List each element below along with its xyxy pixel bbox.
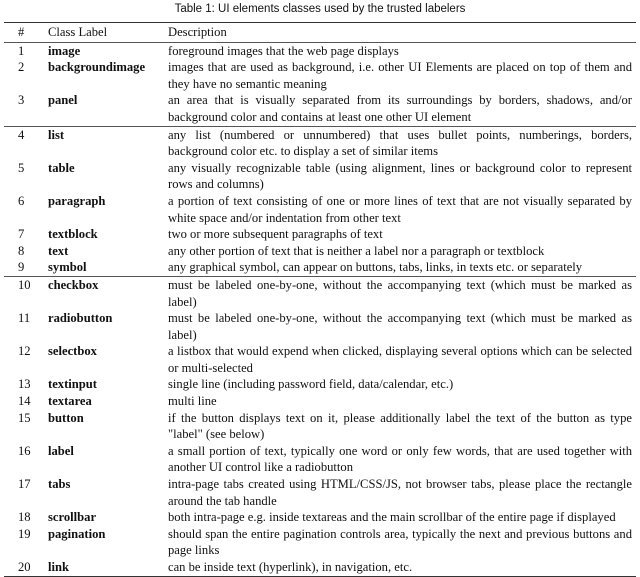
row-number: 11 xyxy=(18,311,31,326)
class-description: must be labeled one-by-one, without the accompanying text (which must be marked as label) xyxy=(168,311,632,342)
class-description: any other portion of text that is neither a label nor a paragraph or textblock xyxy=(168,243,545,258)
class-label: button xyxy=(48,410,84,425)
row-number: 12 xyxy=(18,344,31,359)
table-row xyxy=(4,443,636,476)
class-label: list xyxy=(48,127,65,142)
class-description: a small portion of text, typically one word or only few words, that are used together with another UI control like a radiobutton xyxy=(168,443,632,475)
class-description: can be inside text (hyperlink), in navigation, etc. xyxy=(168,560,413,574)
row-number: 4 xyxy=(18,127,25,142)
class-description: any visually recognizable table (using alignment, lines or background color to represent rows and columns) xyxy=(168,160,632,192)
class-label: image xyxy=(48,43,81,58)
class-label: checkbox xyxy=(48,277,99,292)
table-row xyxy=(4,160,636,193)
table-row xyxy=(4,410,636,443)
table-caption: Table 1: UI elements classes used by the trusted labelers xyxy=(174,3,466,15)
row-group xyxy=(4,126,636,276)
class-label: textarea xyxy=(48,394,92,409)
row-number: 14 xyxy=(18,394,31,409)
class-label: selectbox xyxy=(48,344,97,359)
table-row xyxy=(4,559,636,576)
table-row xyxy=(4,393,636,410)
header-description: Description xyxy=(168,25,227,39)
class-description: an area that is visually separated from its surroundings by borders, shadows, and/or background color and contains at least one other UI element xyxy=(168,93,632,124)
table-row xyxy=(4,92,636,126)
table-row xyxy=(4,376,636,393)
table-row xyxy=(4,259,636,276)
class-label: backgroundimage xyxy=(48,60,146,75)
row-number: 7 xyxy=(18,227,25,242)
class-label: label xyxy=(48,443,74,458)
class-description: multi line xyxy=(168,394,217,409)
class-label: text xyxy=(48,243,69,258)
class-description: should span the entire pagination controls area, typically the next and previous buttons and page links xyxy=(168,526,632,558)
class-label: tabs xyxy=(48,477,71,492)
class-label: panel xyxy=(48,93,78,108)
row-group xyxy=(4,276,636,576)
class-description: two or more subsequent paragraphs of text xyxy=(168,227,383,242)
class-label: textinput xyxy=(48,377,97,392)
table-row xyxy=(4,276,636,310)
table-row xyxy=(4,42,636,59)
row-number: 19 xyxy=(18,526,31,541)
row-group xyxy=(4,42,636,126)
class-description: must be labeled one-by-one, without the accompanying text (which must be marked as label) xyxy=(168,277,632,309)
ui-classes-table xyxy=(4,22,636,577)
row-number: 5 xyxy=(18,160,25,175)
row-number: 20 xyxy=(18,560,31,574)
table-row xyxy=(4,59,636,92)
row-number: 6 xyxy=(18,193,25,208)
row-number: 2 xyxy=(18,60,25,75)
class-description: if the button displays text on it, please additionally label the text of the button as type "label" (see below) xyxy=(168,410,632,442)
table-row xyxy=(4,243,636,260)
class-description: images that are used as background, i.e. other UI Elements are placed on top of them and they have no semantic meaning xyxy=(168,60,632,91)
class-label: textblock xyxy=(48,227,98,242)
class-description: foreground images that the web page displays xyxy=(168,43,399,58)
table-row xyxy=(4,310,636,343)
class-description: any list (numbered or unnumbered) that uses bullet points, numberings, borders, background color etc. to display a set of similar items xyxy=(168,127,632,159)
row-number: 9 xyxy=(18,260,25,275)
header-class-label: Class Label xyxy=(48,25,108,39)
row-number: 3 xyxy=(18,93,25,108)
row-number: 10 xyxy=(18,277,31,292)
class-description: both intra-page e.g. inside textareas and the main scrollbar of the entire page if displayed xyxy=(168,510,616,525)
row-number: 1 xyxy=(18,43,25,58)
class-label: symbol xyxy=(48,260,87,275)
class-description: single line (including password field, data/calendar, etc.) xyxy=(168,377,454,392)
class-label: table xyxy=(48,160,75,175)
row-number: 8 xyxy=(18,243,25,258)
table-row xyxy=(4,193,636,226)
table-row xyxy=(4,226,636,243)
row-number: 15 xyxy=(18,410,31,425)
class-label: paragraph xyxy=(48,193,106,208)
class-description: a portion of text consisting of one or more lines of text that are not visually separated by white space and/or indentation from other text xyxy=(168,193,632,225)
table-row xyxy=(4,526,636,559)
row-number: 16 xyxy=(18,443,31,458)
table-row xyxy=(4,126,636,160)
table-header xyxy=(4,23,636,43)
row-number: 13 xyxy=(18,377,31,392)
class-label: link xyxy=(48,560,70,574)
row-number: 18 xyxy=(18,510,31,525)
class-label: pagination xyxy=(48,526,106,541)
table-row xyxy=(4,343,636,376)
table-row xyxy=(4,476,636,509)
class-label: radiobutton xyxy=(48,311,113,326)
header-row xyxy=(4,23,636,43)
header-number: # xyxy=(18,25,25,39)
class-description: any graphical symbol, can appear on buttons, tabs, links, in texts etc. or separately xyxy=(168,260,583,275)
table-row xyxy=(4,509,636,526)
class-description: a listbox that would expend when clicked, displaying several options which can be selected or multi-selected xyxy=(168,344,632,375)
class-description: intra-page tabs created using HTML/CSS/JS, not browser tabs, please place the rectangle around the tab handle xyxy=(168,477,632,508)
row-number: 17 xyxy=(18,477,31,492)
class-label: scrollbar xyxy=(48,510,97,525)
